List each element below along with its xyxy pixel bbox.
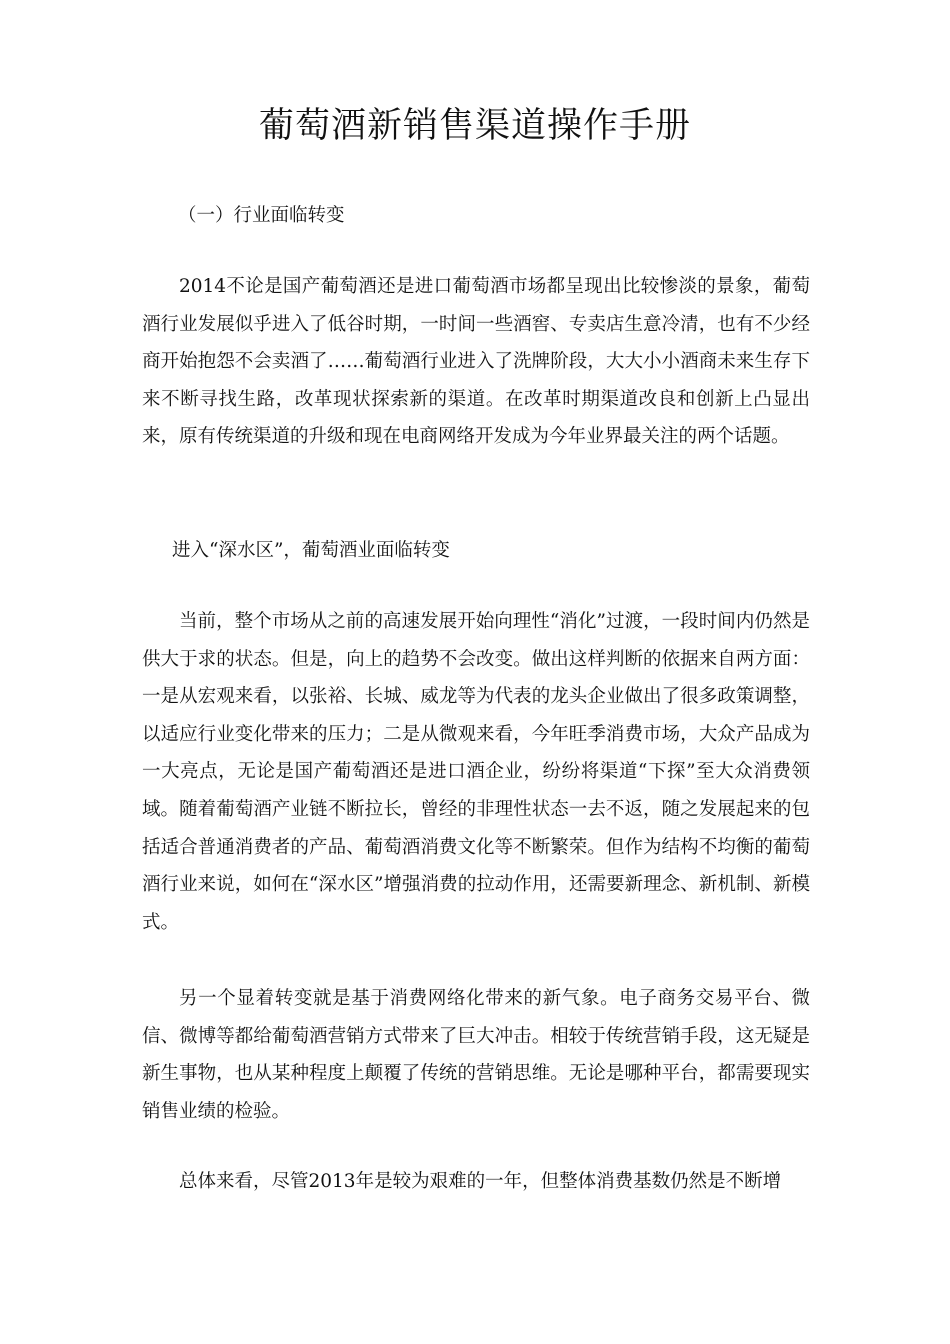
paragraph-industry-overview: 2014不论是国产葡萄酒还是进口葡萄酒市场都呈现出比较惨淡的景象，葡萄酒行业发展似乎进入了低谷时期，一时间一些酒窖、专卖店生意冷清，也有不少经商开始抱怨不会卖酒了……葡萄酒行业进入了洗牌阶段，大大小小酒商未来生存下来不断寻找生路，改革现状探索新的渠道。在改革时期渠道改良和创新上凸显出来，原有传统渠道的升级和现在电商网络开发成为今年业界最关注的两个话题。	[142, 276, 810, 448]
paragraph-market-transition: 当前，整个市场从之前的高速发展开始向理性“消化”过渡，一段时间内仍然是供大于求的状态。但是，向上的趋势不会改变。做出这样判断的依据来自两方面：一是从宏观来看，以张裕、长城、威龙等为代表的龙头企业做出了很多政策调整，以适应行业变化带来的压力；二是从微观来看，今年旺季消费市场，大众产品成为一大亮点，无论是国产葡萄酒还是进口酒企业，纷纷将渠道“下探”至大众消费领域。随着葡萄酒产业链不断拉长，曾经的非理性状态一去不返，随之发展起来的包括适合普通消费者的产品、葡萄酒消费文化等不断繁荣。但作为结构不均衡的葡萄酒行业来说，如何在“深水区”增强消费的拉动作用，还需要新理念、新机制、新模式。	[142, 611, 810, 933]
paragraph-online-networking: 另一个显着转变就是基于消费网络化带来的新气象。电子商务交易平台、微信、微博等都给葡萄酒营销方式带来了巨大冲击。相较于传统营销手段，这无疑是新生事物，也从某种程度上颠覆了传统的营销思维。无论是哪种平台，都需要现实销售业绩的检验。	[142, 988, 810, 1122]
subheading-deep-water: 进入“深水区”，葡萄酒业面临转变	[172, 540, 450, 561]
section-heading: （一）行业面临转变	[178, 205, 345, 226]
document-title: 葡萄酒新销售渠道操作手册	[258, 106, 691, 146]
paragraph-overall-view: 总体来看，尽管2013年是较为艰难的一年，但整体消费基数仍然是不断增	[179, 1171, 782, 1192]
